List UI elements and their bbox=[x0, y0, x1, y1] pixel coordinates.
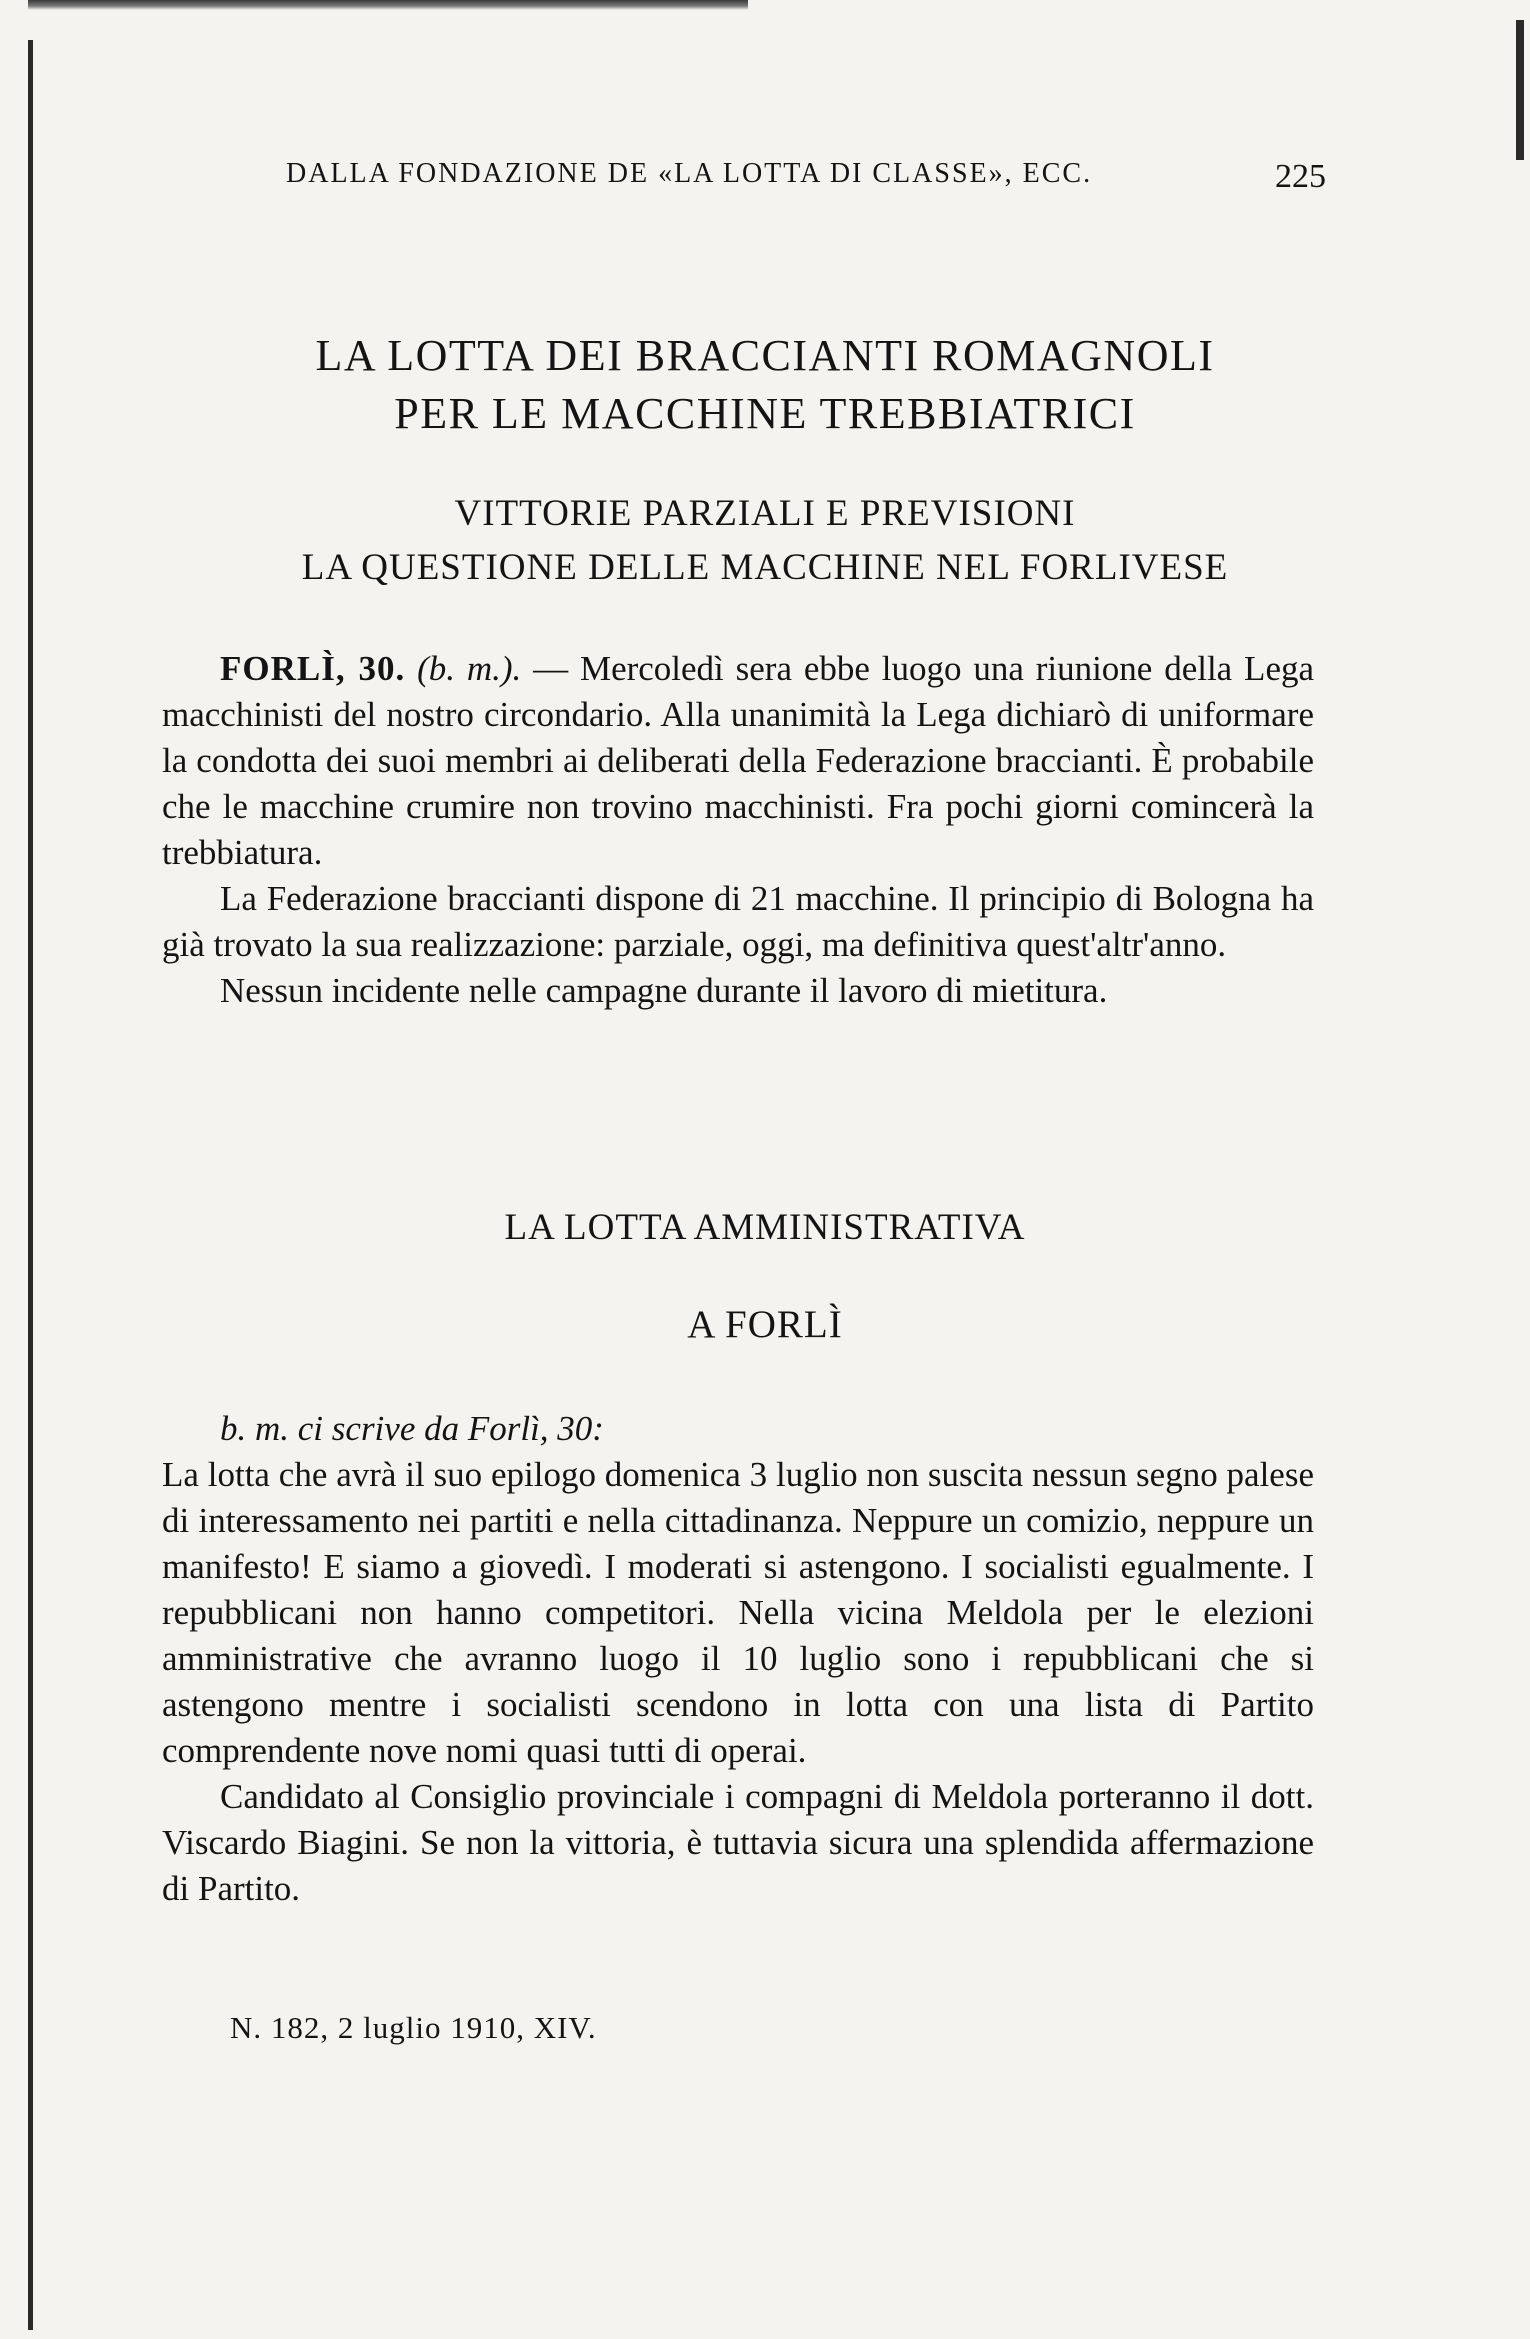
article1-paragraph3: Nessun incidente nelle campagne durante il lavoro di mietitura. bbox=[220, 971, 1108, 1010]
article1-title-line2: PER LE MACCHINE TREBBIATRICI bbox=[394, 389, 1136, 438]
article1-paragraph2: La Federazione braccianti dispone di 21 macchine. Il principio di Bologna ha già trovato la sua realizzazione: parziale, oggi, ma definitiva quest'altr'anno. bbox=[162, 879, 1314, 964]
running-title: DALLA FONDAZIONE DE «LA LOTTA DI CLASSE», ECC. bbox=[286, 158, 1093, 189]
dateline-initials: (b. m.). bbox=[417, 649, 522, 688]
article2-title-line1: LA LOTTA AMMINISTRATIVA bbox=[504, 1207, 1026, 1248]
article2-paragraph2: Candidato al Consiglio provinciale i compagni di Meldola porteranno il dott. Viscardo Biagini. Se non la vittoria, è tuttavia sicura una splendida affermazione di Partito. bbox=[162, 1777, 1314, 1908]
article1-subtitle-line2: LA QUESTIONE DELLE MACCHINE NEL FORLIVESE bbox=[301, 547, 1229, 588]
article2-body bbox=[162, 1406, 1314, 1912]
scan-right-edge-shadow bbox=[1516, 20, 1524, 160]
article1-paragraph1-text: — Mercoledì sera ebbe luogo una riunione della Lega macchinisti del nostro circondario. Alla unanimità la Lega dichiarò di uniformare la condotta dei suoi membri ai deliberati della Federazione braccianti. È probabile che le macchine crumire non trovino macchinisti. Fra pochi giorni comincerà la trebbiatura. bbox=[162, 649, 1315, 872]
dateline-place: FORLÌ, 30. bbox=[220, 649, 406, 688]
scan-top-edge-shadow bbox=[28, 0, 748, 10]
page-number: 225 bbox=[1275, 158, 1326, 195]
article1-title-line1: LA LOTTA DEI BRACCIANTI ROMAGNOLI bbox=[315, 331, 1215, 380]
article1-subtitle-line1: VITTORIE PARZIALI E PREVISIONI bbox=[454, 493, 1076, 534]
article1-body bbox=[162, 646, 1314, 1014]
scan-left-edge-shadow bbox=[28, 40, 33, 2330]
article1-paragraph1 bbox=[162, 646, 1314, 876]
article2-paragraph1: La lotta che avrà il suo epilogo domenica 3 luglio non suscita nessun segno palese di interessamento nei partiti e nella cittadinanza. Neppure un comizio, neppure un manifesto! E siamo a giovedì. I moderati si astengono. I socialisti egualmente. I repubblicani non hanno competitori. Nella vicina Meldola per le elezioni amministrative che avranno luogo il 10 luglio sono i repubblicani che si astengono mentre i socialisti scendono in lotta con una lista di Partito comprendente nove nomi quasi tutti di operai. bbox=[162, 1455, 1314, 1770]
source-reference: N. 182, 2 luglio 1910, XIV. bbox=[230, 2010, 597, 2045]
article2-title-line2: A FORLÌ bbox=[687, 1303, 843, 1346]
article2-byline: b. m. ci scrive da Forlì, 30: bbox=[220, 1409, 604, 1448]
